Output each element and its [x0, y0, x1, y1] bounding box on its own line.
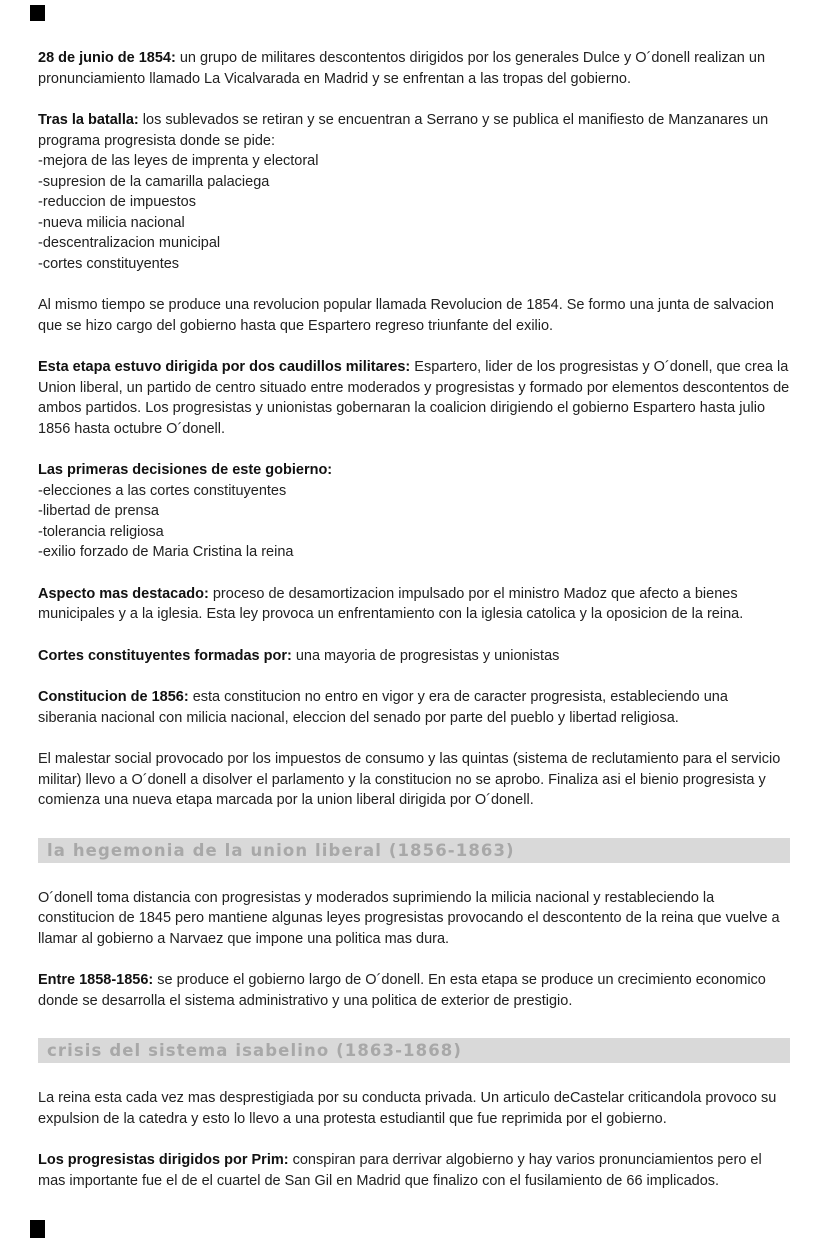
paragraph-text: se produce el gobierno largo de O´donell. En esta etapa se produce un crecimiento economico donde se desarrolla el sistema administrativo y una politica de exterior de prestigio. — [38, 972, 766, 1009]
paragraph-block — [38, 646, 790, 667]
paragraph — [38, 584, 790, 625]
paragraph — [38, 110, 790, 151]
paragraph-block — [38, 687, 790, 728]
section-heading-crisis-isabelino: crisis del sistema isabelino (1863-1868) — [38, 1038, 790, 1063]
paragraph — [38, 460, 790, 481]
paragraph-text: proceso de desamortizacion impulsado por el ministro Madoz que afecto a bienes municipales y a la iglesia. Esta ley provoca un enfrentamiento con la iglesia catolica y la oposicion de la reina. — [38, 585, 744, 622]
paragraph-text: esta constitucion no entro en vigor y era de caracter progresista, estableciendo una siberania nacional con milicia nacional, eleccion del senado por parte del pueblo y libertad religiosa. — [38, 689, 728, 726]
list-item: -descentralizacion municipal — [38, 235, 221, 251]
paragraph-lead: Los progresistas dirigidos por Prim: — [38, 1152, 289, 1168]
list-item: -cortes constituyentes — [38, 255, 180, 272]
paragraph — [38, 749, 790, 811]
paragraph-block — [38, 584, 790, 625]
paragraph-block — [38, 1088, 790, 1129]
paragraph-block — [38, 48, 790, 89]
list-item: -supresion de la camarilla palaciega — [38, 173, 270, 190]
paragraph — [38, 357, 790, 439]
list-item: -libertad de prensa — [38, 503, 159, 519]
section-heading-union-liberal: la hegemonia de la union liberal (1856-1863) — [38, 838, 790, 863]
list-item: -nueva milicia nacional — [38, 214, 185, 231]
paragraph — [38, 295, 790, 336]
paragraph-block — [38, 460, 790, 563]
paragraph-lead: Las primeras decisiones de este gobierno: — [38, 462, 333, 478]
paragraph-text: El malestar social provocado por los impuestos de consumo y las quintas (sistema de reclutamiento para el servicio militar) llevo a O´donell a disolver el parlamento y la constitucion no se aprobo. Finaliza asi el bienio progresista y comienza una nueva etapa marcada por la union liberal dirigida por O´donell. — [38, 751, 781, 808]
paragraph — [38, 888, 790, 950]
list — [38, 151, 790, 274]
paragraph-block — [38, 888, 790, 950]
paragraph-block — [38, 110, 790, 274]
list-item: -exilio forzado de Maria Cristina la reina — [38, 544, 294, 560]
paragraph-text: O´donell toma distancia con progresistas y moderados suprimiendo la milicia nacional y restableciendo la constitucion de 1845 pero mantiene algunas leyes progresistas provocando el descontento de la reina que vuelve a llamar al gobierno a Narvaez que impone una politica mas dura. — [38, 889, 780, 947]
paragraph-block — [38, 970, 790, 1011]
paragraph-block — [38, 357, 790, 439]
paragraph-lead: Esta etapa estuvo dirigida por dos caudillos militares: — [38, 359, 411, 375]
paragraph-text: Al mismo tiempo se produce una revolucion popular llamada Revolucion de 1854. Se formo una junta de salvacion que se hizo cargo del gobierno hasta que Espartero regreso triunfante del exilio. — [38, 297, 774, 334]
paragraph-text: conspiran para derrivar algobierno y hay varios pronunciamientos pero el mas importante fue el de el cuartel de San Gil en Madrid que finalizo con el fusilamiento de 66 implicados. — [38, 1152, 762, 1189]
paragraph-lead: Aspecto mas destacado: — [38, 585, 209, 602]
paragraph — [38, 48, 790, 89]
paragraph-text: una mayoria de progresistas y unionistas — [291, 647, 560, 664]
paragraph — [38, 1088, 790, 1129]
paragraph-text: La reina esta cada vez mas desprestigiada por su conducta privada. Un articulo deCastelar criticandola provoco su expulsion de la catedra y esto lo llevo a una protesta estudiantil que fue reprimida por el gobierno. — [38, 1090, 777, 1127]
list-item: -tolerancia religiosa — [38, 523, 164, 540]
paragraph-lead: Tras la batalla: — [38, 112, 139, 128]
list-item: -elecciones a las cortes constituyentes — [38, 482, 287, 499]
paragraph-lead: 28 de junio de 1854: — [38, 50, 176, 66]
paragraph — [38, 1150, 790, 1191]
paragraph — [38, 687, 790, 728]
list-item: -mejora de las leyes de imprenta y electoral — [38, 153, 319, 169]
paragraph-lead: Constitucion de 1856: — [38, 689, 189, 705]
paragraph — [38, 646, 790, 667]
paragraph-block — [38, 1150, 790, 1191]
paragraph-lead: Entre 1858-1856: — [38, 972, 154, 988]
paragraph — [38, 970, 790, 1011]
paragraph-text: un grupo de militares descontentos dirigidos por los generales Dulce y O´donell realizan un pronunciamiento llamado La Vicalvarada en Madrid y se enfrentan a las tropas del gobierno. — [38, 50, 766, 87]
paragraph-text: los sublevados se retiran y se encuentran a Serrano y se publica el manifiesto de Manzanares un programa progresista donde se pide: — [38, 112, 769, 149]
page-corner-mark-top — [30, 5, 45, 21]
page-corner-mark-bottom — [30, 1220, 45, 1238]
paragraph-lead: Cortes constituyentes formadas por: — [38, 647, 292, 664]
paragraph-block — [38, 295, 790, 336]
list-item: -reduccion de impuestos — [38, 194, 196, 210]
paragraph-block — [38, 749, 790, 811]
list — [38, 481, 790, 563]
paragraph-text: Espartero, lider de los progresistas y O´donell, que crea la Union liberal, un partido de centro situado entre moderados y progresistas y formado por elementos descontentos de ambos partidos. Los progresistas y unionistas gobernaran la coalicion dirigiendo el gobierno Espartero hasta julio 1856 hasta octubre O´donell. — [38, 359, 790, 437]
